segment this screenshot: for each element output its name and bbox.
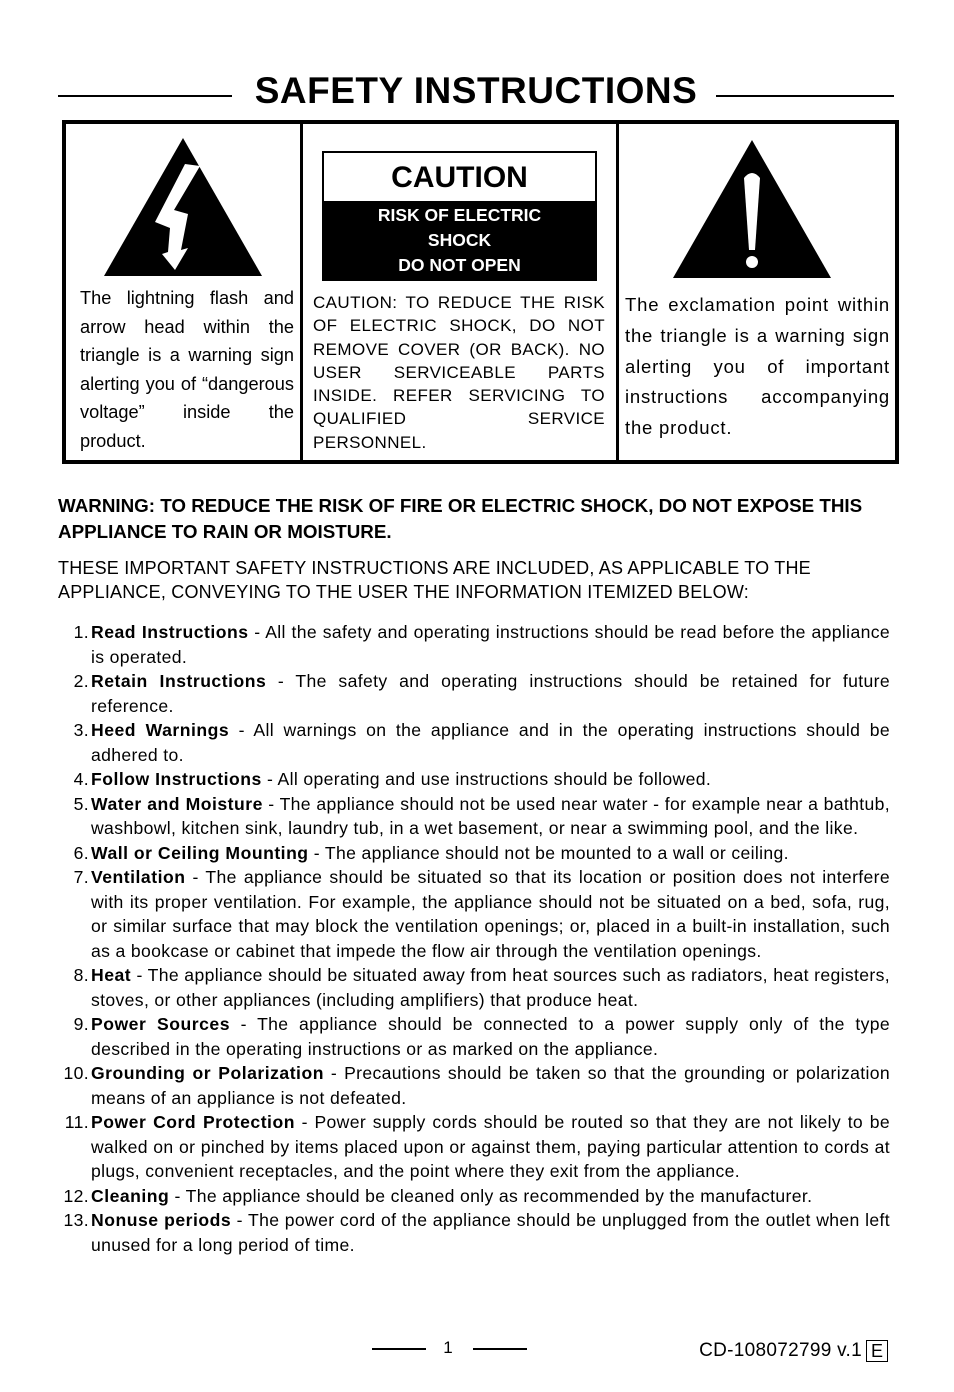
footer-rule-left (372, 1348, 426, 1350)
list-item-body: - The appliance should be cleaned only as recommended by the manufacturer. (169, 1185, 813, 1206)
caution-description: CAUTION: TO REDUCE THE RISK OF ELECTRIC SHOCK, DO NOT REMOVE COVER (OR BACK). NO USER SERVICEABLE PARTS INSIDE. REFER SERVICING TO QUALIFIED SERVICE PERSONNEL. (313, 293, 605, 452)
list-item-number: 12. (63, 1185, 89, 1206)
list-item (58, 620, 890, 669)
exclamation-in-triangle-icon (671, 138, 833, 280)
exclamation-panel (619, 124, 895, 460)
list-item-body: - The appliance should not be used near water - for example near a bathtub, washbowl, kitchen sink, laundry tub, in a wet basement, or near a swimming pool, and the like. (91, 793, 890, 838)
instruction-list (58, 620, 890, 1257)
list-item-number: 3. (73, 720, 89, 740)
footer-rule-right (473, 1348, 527, 1350)
list-item-heading: Power Cord Protection (91, 1112, 295, 1132)
language-badge: E (866, 1340, 888, 1362)
list-item-body: - The appliance should be connected to a power supply only of the type described in the operating instructions or as marked on the appliance. (91, 1014, 890, 1059)
list-item-body: - All the safety and operating instructions should be read before the appliance is operated. (91, 622, 890, 667)
page-title: SAFETY INSTRUCTIONS (254, 70, 698, 111)
list-item-heading: Heed Warnings (91, 720, 230, 740)
list-item-heading: Ventilation (91, 867, 186, 887)
caution-band-line: RISK OF ELECTRIC SHOCK (377, 205, 542, 250)
list-item (58, 1208, 890, 1257)
list-item (58, 841, 890, 866)
caution-panel (303, 124, 616, 460)
list-item-heading: Read Instructions (91, 622, 249, 642)
list-item-heading: Retain Instructions (91, 671, 267, 691)
list-item-number: 6. (73, 842, 89, 863)
list-item-body: - The appliance should be situated away from heat sources such as radiators, heat registers, stoves, or other appliances (including amplifiers) that produce heat. (91, 965, 890, 1010)
list-item-heading: Cleaning (91, 1185, 170, 1206)
title-rule-right (716, 95, 894, 97)
list-item-number: 10. (63, 1063, 89, 1083)
list-item-number: 5. (73, 793, 89, 814)
list-item (58, 865, 890, 963)
list-item-heading: Nonuse periods (91, 1210, 232, 1230)
list-item (58, 1061, 890, 1110)
list-item-number: 13. (63, 1210, 89, 1230)
list-item-number: 8. (73, 965, 89, 985)
list-item-heading: Power Sources (91, 1014, 230, 1034)
list-item-heading: Water and Moisture (91, 793, 263, 814)
list-item-heading: Heat (91, 965, 132, 985)
list-item-body: - The power cord of the appliance should be unplugged from the outlet when left unused for a long period of time. (91, 1210, 891, 1255)
caution-band-line: DO NOT OPEN (398, 255, 521, 275)
list-item-body: - Precautions should be taken so that the grounding or polarization means of an appliance is not defeated. (91, 1063, 891, 1108)
list-item (58, 767, 890, 792)
title-row (58, 68, 894, 114)
document-code: CD-108072799 v.1 (699, 1340, 862, 1361)
list-item-body: - Power supply cords should be routed so that they are not likely to be walked on or pinched by items placed upon or against them, paying particular attention to cords at plugs, convenient receptacles, and the point where they exit from the appliance. (91, 1112, 890, 1181)
list-item (58, 1184, 890, 1209)
list-item-number: 9. (73, 1014, 89, 1034)
list-item-body: - All warnings on the appliance and in the operating instructions should be adhered to. (91, 720, 890, 765)
list-item (58, 1012, 890, 1061)
list-item-body: - The appliance should be situated so that its location or position does not interfere with its proper ventilation. For example, the appliance should not be situated on a bed, sofa, rug, or similar surface that may block the ventilation openings; or, placed in a built-in installation, such as a bookcase or cabinet that impede the flow air through the ventilation openings. (91, 867, 890, 961)
list-item-body: - All operating and use instructions should be followed. (261, 769, 712, 789)
caution-title: CAUTION (391, 161, 528, 194)
list-item-heading: Wall or Ceiling Mounting (91, 842, 309, 863)
intro-statement: THESE IMPORTANT SAFETY INSTRUCTIONS ARE INCLUDED, AS APPLICABLE TO THE APPLIANCE, CONVEYING TO THE USER THE INFORMATION ITEMIZED BELOW: (58, 558, 811, 602)
list-item-number: 4. (73, 769, 89, 789)
list-item-body: - The safety and operating instructions should be retained for future reference. (91, 671, 890, 716)
safety-symbols-box (62, 120, 899, 464)
caution-label (322, 151, 597, 281)
lightning-bolt-in-triangle-icon (102, 136, 264, 278)
list-item-number: 11. (64, 1112, 89, 1132)
lightning-panel (66, 124, 300, 460)
list-item-body: - The appliance should not be mounted to a wall or ceiling. (308, 842, 789, 863)
warning-statement: WARNING: TO REDUCE THE RISK OF FIRE OR ELECTRIC SHOCK, DO NOT EXPOSE THIS APPLIANCE TO RAIN OR MOISTURE. (58, 495, 863, 542)
list-item (58, 718, 890, 767)
exclamation-description: The exclamation point within the triangle is a warning sign alerting you of important instructions accompanying the product. (625, 294, 890, 439)
list-item-number: 1. (73, 622, 89, 642)
list-item-heading: Follow Instructions (91, 769, 262, 789)
page-number: 1 (443, 1338, 453, 1357)
list-item-number: 7. (73, 867, 89, 887)
list-item (58, 792, 890, 841)
list-item-number: 2. (73, 671, 89, 691)
list-item (58, 963, 890, 1012)
lightning-description: The lightning flash and arrow head within the triangle is a warning sign alerting you of “dangerous voltage” inside the product. (80, 288, 294, 451)
list-item (58, 1110, 890, 1184)
caution-band (324, 201, 595, 279)
list-item (58, 669, 890, 718)
list-item-heading: Grounding or Polarization (91, 1063, 324, 1083)
